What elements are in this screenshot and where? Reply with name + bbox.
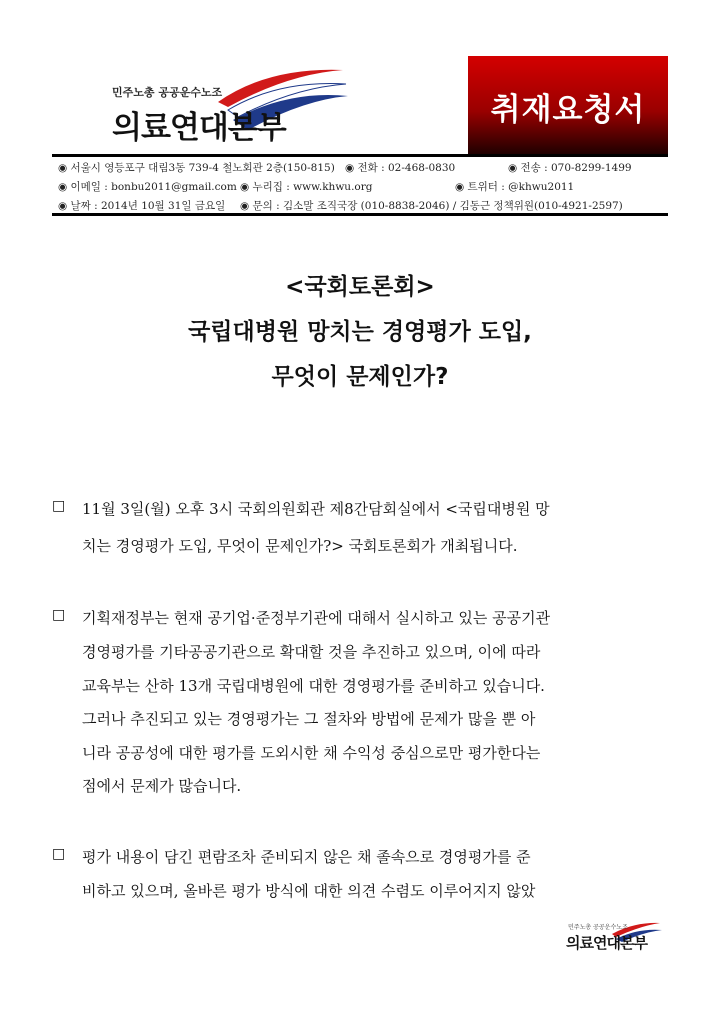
title-line-2: 국립대병원 망치는 경영평가 도입, [188, 319, 532, 345]
paragraph-line: 점에서 문제가 많습니다. [82, 777, 242, 795]
paragraph-line: 경영평가를 기타공공기관으로 확대할 것을 추진하고 있으며, 이에 따라 [82, 643, 541, 661]
footer-logo-subtitle: 민주노총 공공운수노조 [568, 924, 628, 931]
header-divider-bottom [52, 213, 668, 216]
title-line-3: 무엇이 문제인가? [271, 364, 449, 390]
info-contact: ◉ 문의 : 김소말 조직국장 (010-8838-2046) / 김동근 정책위원(010-4921-2597) [240, 200, 623, 212]
paragraph-2 [52, 607, 672, 807]
info-twitter: ◉ 트위터 : @khwu2011 [455, 181, 575, 193]
bullet-icon: □ [52, 607, 66, 623]
header-divider-top [52, 154, 668, 157]
paragraph-line: 비하고 있으며, 올바른 평가 방식에 대한 의견 수렴도 이루어지지 않았 [82, 882, 536, 900]
paragraph-line: 기획재정부는 현재 공기업·준정부기관에 대해서 실시하고 있는 공공기관 [82, 609, 551, 627]
union-logo [112, 62, 352, 146]
press-request-badge [468, 56, 668, 156]
info-website: ◉ 누리집 : www.khwu.org [240, 181, 373, 193]
paragraph-line: 11월 3일(월) 오후 3시 국회의원회관 제8간담회실에서 <국립대병원 망 [82, 500, 550, 518]
paragraph-1 [52, 498, 672, 558]
logo-title: 의료연대본부 [112, 110, 286, 146]
title-line-1: <국회토론회> [285, 274, 435, 300]
press-request-label: 취재요청서 [490, 91, 646, 128]
info-date: ◉ 날짜 : 2014년 10월 31일 금요일 [58, 200, 226, 212]
bullet-icon: □ [52, 498, 66, 514]
paragraph-line: 니라 공공성에 대한 평가를 도외시한 채 수익성 중심으로만 평가한다는 [82, 744, 541, 762]
info-address: ◉ 서울시 영등포구 대림3동 739-4 철노회관 2층(150-815) [58, 162, 335, 174]
info-email: ◉ 이메일 : bonbu2011@gmail.com [58, 181, 237, 193]
paragraph-line: 그러나 추진되고 있는 경영평가는 그 절차와 방법에 문제가 많을 뿐 아 [82, 710, 536, 728]
paragraph-3 [52, 846, 672, 906]
paragraph-line: 교육부는 산하 13개 국립대병원에 대한 경영평가를 준비하고 있습니다. [82, 677, 545, 695]
info-phone: ◉ 전화 : 02-468-0830 [345, 162, 456, 174]
footer-logo-title: 의료연대본부 [566, 934, 647, 952]
footer-logo [560, 918, 670, 958]
info-fax: ◉ 전송 : 070-8299-1499 [508, 162, 632, 174]
paragraph-line: 치는 경영평가 도입, 무엇이 문제인가?> 국회토론회가 개최됩니다. [82, 537, 518, 555]
logo-subtitle: 민주노총 공공운수노조 [112, 86, 223, 99]
paragraph-line: 평가 내용이 담긴 편람조차 준비되지 않은 채 졸속으로 경영평가를 준 [82, 848, 531, 866]
bullet-icon: □ [52, 846, 66, 862]
